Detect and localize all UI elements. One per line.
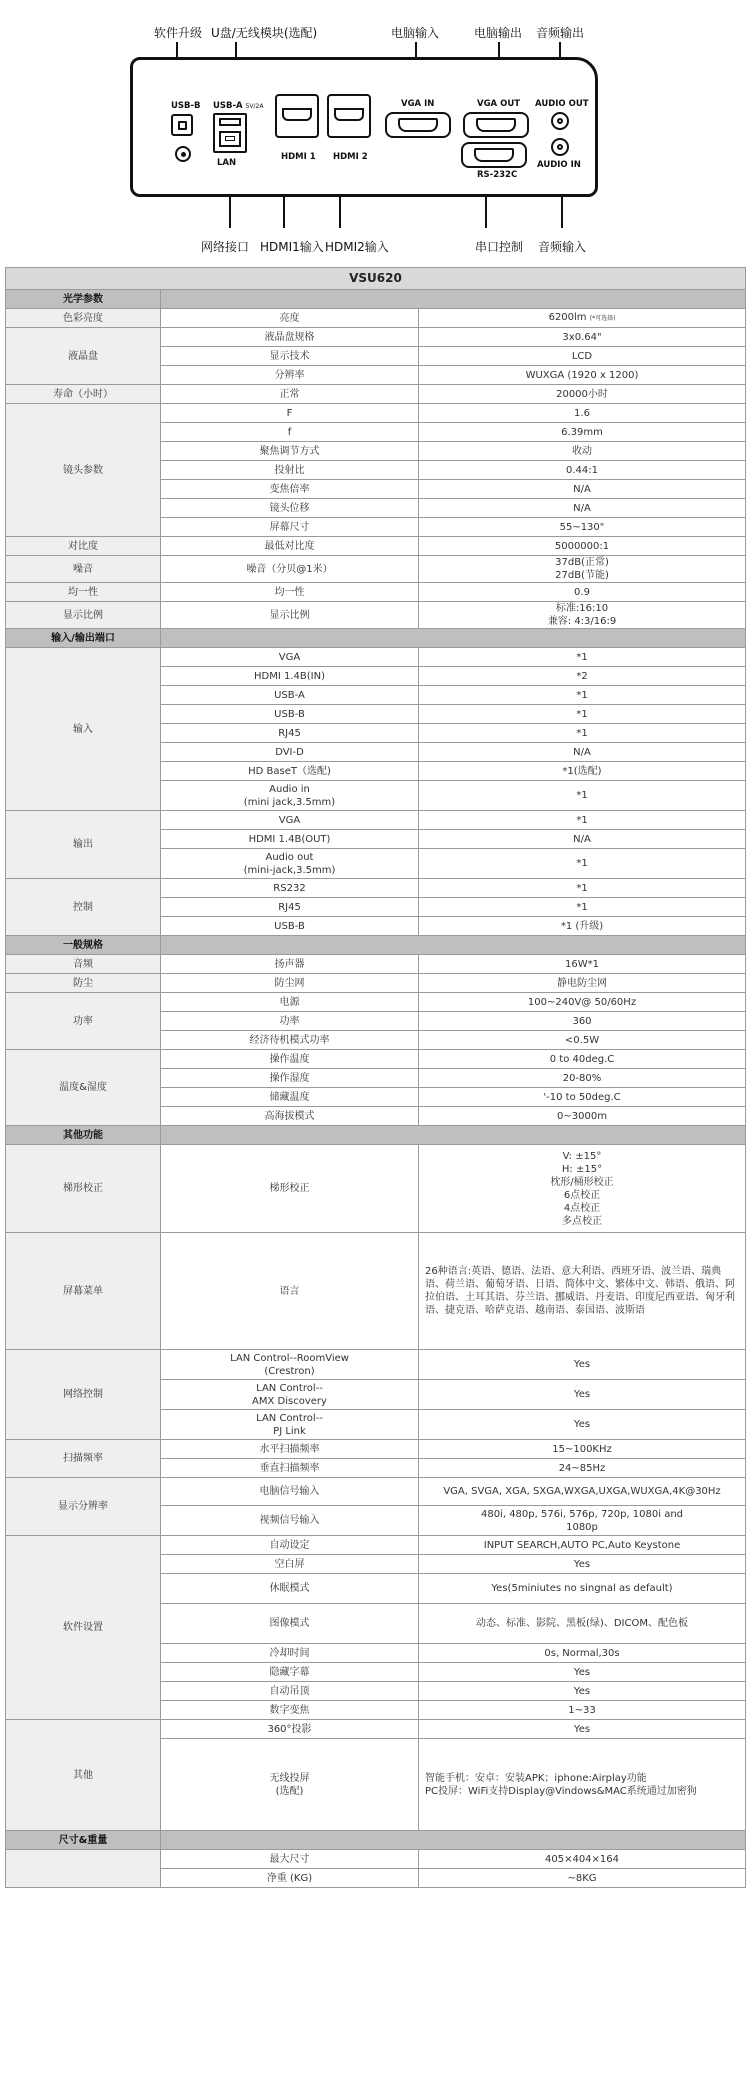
section-title: 输入/输出端口 <box>6 629 161 648</box>
spec-value: *2 <box>419 667 746 686</box>
spec-row <box>6 1720 746 1739</box>
spec-value: N/A <box>419 743 746 762</box>
label-pc-out: 电脑输出 <box>474 26 523 40</box>
spec-value: *1(选配) <box>419 762 746 781</box>
spec-item: 最低对比度 <box>161 537 419 556</box>
spec-category <box>6 1850 161 1888</box>
spec-value: Yes <box>419 1555 746 1574</box>
spec-category: 对比度 <box>6 537 161 556</box>
spec-item: 梯形校正 <box>161 1145 419 1233</box>
spec-value: WUXGA (1920 x 1200) <box>419 366 746 385</box>
spec-item: 功率 <box>161 1012 419 1031</box>
spec-title-row <box>6 268 746 290</box>
section-header-row <box>6 629 746 648</box>
spec-value: Yes <box>419 1682 746 1701</box>
spec-item: 屏幕尺寸 <box>161 518 419 537</box>
spec-item: 休眠模式 <box>161 1574 419 1604</box>
spec-value: '-10 to 50deg.C <box>419 1088 746 1107</box>
section-title: 一般规格 <box>6 936 161 955</box>
spec-category: 噪音 <box>6 556 161 583</box>
spec-item: 最大尺寸 <box>161 1850 419 1869</box>
spec-item: VGA <box>161 648 419 667</box>
section-filler <box>161 290 746 309</box>
spec-value: V: ±15° H: ±15° 枕形/桶形校正 6点校正 4点校正 多点校正 <box>419 1145 746 1233</box>
spec-item: 自动设定 <box>161 1536 419 1555</box>
label-hdmi1-in: HDMI1输入 <box>260 240 324 254</box>
spec-value: ~8KG <box>419 1869 746 1888</box>
spec-value: VGA, SVGA, XGA, SXGA,WXGA,UXGA,WUXGA,4K@30Hz <box>419 1478 746 1506</box>
spec-value: 收动 <box>419 442 746 461</box>
spec-row <box>6 1850 746 1869</box>
spec-item: Audio in (mini jack,3.5mm) <box>161 781 419 811</box>
section-filler <box>161 1831 746 1850</box>
spec-category: 显示比例 <box>6 602 161 629</box>
spec-row <box>6 993 746 1012</box>
hdmi2-port-icon <box>327 94 371 138</box>
spec-row <box>6 537 746 556</box>
section-filler <box>161 936 746 955</box>
spec-item: 变焦倍率 <box>161 480 419 499</box>
spec-category: 软件设置 <box>6 1536 161 1720</box>
spec-category: 控制 <box>6 879 161 936</box>
section-header-row <box>6 290 746 309</box>
spec-value: 6.39mm <box>419 423 746 442</box>
spec-value: Yes <box>419 1663 746 1682</box>
spec-category: 液晶盘 <box>6 328 161 385</box>
spec-value: 480i, 480p, 576i, 576p, 720p, 1080i and 1080p <box>419 1506 746 1536</box>
port-label-lan: LAN <box>217 158 237 168</box>
spec-value: 0~3000m <box>419 1107 746 1126</box>
spec-value: 0s, Normal,30s <box>419 1644 746 1663</box>
label-software-upgrade: 软件升级 <box>154 26 203 40</box>
spec-item: 电脑信号输入 <box>161 1478 419 1506</box>
spec-value-note: (*可选择) <box>589 315 616 322</box>
usb-a-lan-port-icon <box>213 113 247 153</box>
spec-value: INPUT SEARCH,AUTO PC,Auto Keystone <box>419 1536 746 1555</box>
spec-value: 0.44:1 <box>419 461 746 480</box>
spec-category: 显示分辨率 <box>6 1478 161 1536</box>
spec-value: 16W*1 <box>419 955 746 974</box>
spec-value: 5000000:1 <box>419 537 746 556</box>
spec-value: 37dB(正常) 27dB(节能) <box>419 556 746 583</box>
label-audio-out: 音频输出 <box>536 26 585 40</box>
spec-item: 净重 (KG) <box>161 1869 419 1888</box>
spec-category: 温度&湿度 <box>6 1050 161 1126</box>
spec-value-text: 智能手机：安卓：安装APK；iphone:Airplay功能 PC投屏：WiFi支持Display@Vindows&MAC系统通过加密狗 <box>425 1772 697 1797</box>
section-title: 其他功能 <box>6 1126 161 1145</box>
spec-item: f <box>161 423 419 442</box>
spec-category: 网络控制 <box>6 1350 161 1440</box>
section-filler <box>161 1126 746 1145</box>
port-diagram <box>0 0 750 262</box>
spec-item: 扬声器 <box>161 955 419 974</box>
spec-row <box>6 879 746 898</box>
spec-item: HD BaseT（选配) <box>161 762 419 781</box>
spec-value: LCD <box>419 347 746 366</box>
spec-value: *1 <box>419 686 746 705</box>
spec-item: 均一性 <box>161 583 419 602</box>
spec-value <box>419 1233 746 1350</box>
spec-value: 3x0.64" <box>419 328 746 347</box>
spec-item: Audio out (mini-jack,3.5mm) <box>161 849 419 879</box>
spec-category: 镜头参数 <box>6 404 161 537</box>
spec-value: 100~240V@ 50/60Hz <box>419 993 746 1012</box>
spec-value: *1 <box>419 879 746 898</box>
spec-item: 图像模式 <box>161 1604 419 1644</box>
spec-value: *1 <box>419 898 746 917</box>
spec-item: 操作温度 <box>161 1050 419 1069</box>
spec-value: *1 <box>419 648 746 667</box>
spec-value: <0.5W <box>419 1031 746 1050</box>
screw-hole-icon <box>175 146 191 162</box>
spec-row <box>6 1536 746 1555</box>
spec-value: 1~33 <box>419 1701 746 1720</box>
spec-item: 数字变焦 <box>161 1701 419 1720</box>
rear-panel <box>130 57 598 197</box>
spec-item: RS232 <box>161 879 419 898</box>
port-label-vga-in: VGA IN <box>401 99 435 109</box>
spec-value-text: 6200lm <box>548 312 587 323</box>
spec-category: 色彩亮度 <box>6 309 161 328</box>
vga-out-port-icon <box>463 112 529 138</box>
spec-value: *1 <box>419 724 746 743</box>
spec-row <box>6 811 746 830</box>
spec-value: *1 (升级) <box>419 917 746 936</box>
spec-value: Yes <box>419 1380 746 1410</box>
section-header-row <box>6 1831 746 1850</box>
spec-row <box>6 583 746 602</box>
spec-value: 0.9 <box>419 583 746 602</box>
spec-item: LAN Control-- AMX Discovery <box>161 1380 419 1410</box>
spec-item: USB-A <box>161 686 419 705</box>
spec-item: 隐藏字幕 <box>161 1663 419 1682</box>
spec-item: 操作湿度 <box>161 1069 419 1088</box>
spec-value: 15~100KHz <box>419 1440 746 1459</box>
spec-category: 屏幕菜单 <box>6 1233 161 1350</box>
spec-value: 405×404×164 <box>419 1850 746 1869</box>
port-label-audio-in: AUDIO IN <box>537 160 581 170</box>
spec-item: 高海拔模式 <box>161 1107 419 1126</box>
spec-value: 24~85Hz <box>419 1459 746 1478</box>
spec-item: 电源 <box>161 993 419 1012</box>
spec-row <box>6 1233 746 1350</box>
spec-item: 视频信号输入 <box>161 1506 419 1536</box>
spec-item: 无线投屏 (选配) <box>161 1739 419 1831</box>
port-label-usb-a: USB-A <box>213 101 243 111</box>
spec-value: 360 <box>419 1012 746 1031</box>
spec-item: USB-B <box>161 705 419 724</box>
spec-value: 1.6 <box>419 404 746 423</box>
spec-category: 输入 <box>6 648 161 811</box>
spec-row <box>6 974 746 993</box>
spec-item: 聚焦调节方式 <box>161 442 419 461</box>
audio-in-jack-icon <box>551 138 569 156</box>
spec-value: 动态、标准、影院、黑板(绿)、DICOM、配色板 <box>419 1604 746 1644</box>
spec-value: *1 <box>419 781 746 811</box>
spec-item: 冷却时间 <box>161 1644 419 1663</box>
spec-row <box>6 404 746 423</box>
port-label-audio-out: AUDIO OUT <box>535 99 589 109</box>
spec-value-text: 26种语言:英语、德语、法语、意大利语、西班牙语、波兰语、瑞典语、荷兰语、葡萄牙语、日语、简体中文、繁体中文、韩语、俄语、阿拉伯语、土耳其语、芬兰语、挪威语、丹麦语、印度尼西亚语、匈牙利语、捷克语、哈萨克语、越南语、泰国语、波斯语 <box>425 1266 735 1316</box>
spec-row <box>6 309 746 328</box>
spec-row <box>6 1145 746 1233</box>
spec-row <box>6 328 746 347</box>
label-pc-in: 电脑输入 <box>391 26 440 40</box>
audio-out-jack-icon <box>551 112 569 130</box>
spec-row <box>6 1350 746 1380</box>
port-label-vga-out: VGA OUT <box>477 99 521 109</box>
label-usb-wireless: U盘/无线模块(选配) <box>211 26 318 40</box>
port-label-hdmi1: HDMI 1 <box>281 152 316 162</box>
spec-item: 经济待机模式功率 <box>161 1031 419 1050</box>
spec-item: 语言 <box>161 1233 419 1350</box>
section-header-row <box>6 1126 746 1145</box>
spec-value: *1 <box>419 849 746 879</box>
spec-item: HDMI 1.4B(IN) <box>161 667 419 686</box>
spec-value <box>419 1739 746 1831</box>
spec-item: 投射比 <box>161 461 419 480</box>
label-hdmi2-in: HDMI2输入 <box>325 240 389 254</box>
spec-category: 其他 <box>6 1720 161 1831</box>
spec-value: Yes <box>419 1410 746 1440</box>
spec-category: 音频 <box>6 955 161 974</box>
spec-item: 水平扫描频率 <box>161 1440 419 1459</box>
spec-item: 防尘网 <box>161 974 419 993</box>
spec-value: 20-80% <box>419 1069 746 1088</box>
spec-row <box>6 955 746 974</box>
spec-category: 寿命（小时） <box>6 385 161 404</box>
section-header-row <box>6 936 746 955</box>
spec-value: 0 to 40deg.C <box>419 1050 746 1069</box>
spec-item: 镜头位移 <box>161 499 419 518</box>
spec-value: 静电防尘网 <box>419 974 746 993</box>
spec-value: *1 <box>419 811 746 830</box>
spec-item: 正常 <box>161 385 419 404</box>
spec-item: LAN Control--RoomView (Crestron) <box>161 1350 419 1380</box>
spec-item: 显示比例 <box>161 602 419 629</box>
spec-item: 分辨率 <box>161 366 419 385</box>
rs232c-port-icon <box>461 142 527 168</box>
spec-value: 55~130" <box>419 518 746 537</box>
spec-value: N/A <box>419 499 746 518</box>
spec-value: Yes <box>419 1350 746 1380</box>
spec-value: Yes(5miniutes no singnal as default) <box>419 1574 746 1604</box>
spec-item: USB-B <box>161 917 419 936</box>
spec-value: *1 <box>419 705 746 724</box>
spec-item: HDMI 1.4B(OUT) <box>161 830 419 849</box>
spec-row <box>6 602 746 629</box>
spec-category: 功率 <box>6 993 161 1050</box>
spec-row <box>6 385 746 404</box>
spec-item: 储藏温度 <box>161 1088 419 1107</box>
label-network: 网络接口 <box>201 240 250 254</box>
spec-item: 自动吊顶 <box>161 1682 419 1701</box>
spec-value: 20000小时 <box>419 385 746 404</box>
spec-item: F <box>161 404 419 423</box>
spec-item: 垂直扫描频率 <box>161 1459 419 1478</box>
product-model: VSU620 <box>6 268 746 290</box>
spec-item: VGA <box>161 811 419 830</box>
spec-item: LAN Control-- PJ Link <box>161 1410 419 1440</box>
hdmi1-port-icon <box>275 94 319 138</box>
spec-value: Yes <box>419 1720 746 1739</box>
usb-b-port-icon <box>171 114 193 136</box>
spec-category: 输出 <box>6 811 161 879</box>
section-title: 光学参数 <box>6 290 161 309</box>
spec-category: 防尘 <box>6 974 161 993</box>
spec-item: 360°投影 <box>161 1720 419 1739</box>
spec-row <box>6 1050 746 1069</box>
spec-row <box>6 1478 746 1506</box>
usb-a-rating: 5V/2A <box>245 103 264 110</box>
spec-item: RJ45 <box>161 724 419 743</box>
spec-value: N/A <box>419 830 746 849</box>
spec-category: 梯形校正 <box>6 1145 161 1233</box>
spec-value <box>419 309 746 328</box>
spec-item: DVI-D <box>161 743 419 762</box>
spec-category: 扫描频率 <box>6 1440 161 1478</box>
section-title: 尺寸&重量 <box>6 1831 161 1850</box>
port-label-rs232c: RS-232C <box>477 170 518 180</box>
spec-item: 噪音（分贝@1米） <box>161 556 419 583</box>
spec-item: RJ45 <box>161 898 419 917</box>
spec-value: N/A <box>419 480 746 499</box>
spec-row <box>6 556 746 583</box>
spec-item: 显示技术 <box>161 347 419 366</box>
spec-row <box>6 648 746 667</box>
spec-value: 标准:16:10 兼容: 4:3/16:9 <box>419 602 746 629</box>
label-audio-in: 音频输入 <box>538 240 587 254</box>
spec-item: 空白屏 <box>161 1555 419 1574</box>
spec-item: 亮度 <box>161 309 419 328</box>
vga-in-port-icon <box>385 112 451 138</box>
spec-table <box>5 267 746 1888</box>
spec-item: 液晶盘规格 <box>161 328 419 347</box>
label-serial: 串口控制 <box>475 240 524 254</box>
spec-row <box>6 1440 746 1459</box>
spec-category: 均一性 <box>6 583 161 602</box>
port-label-usb-b: USB-B <box>171 101 201 111</box>
section-filler <box>161 629 746 648</box>
port-label-hdmi2: HDMI 2 <box>333 152 368 162</box>
